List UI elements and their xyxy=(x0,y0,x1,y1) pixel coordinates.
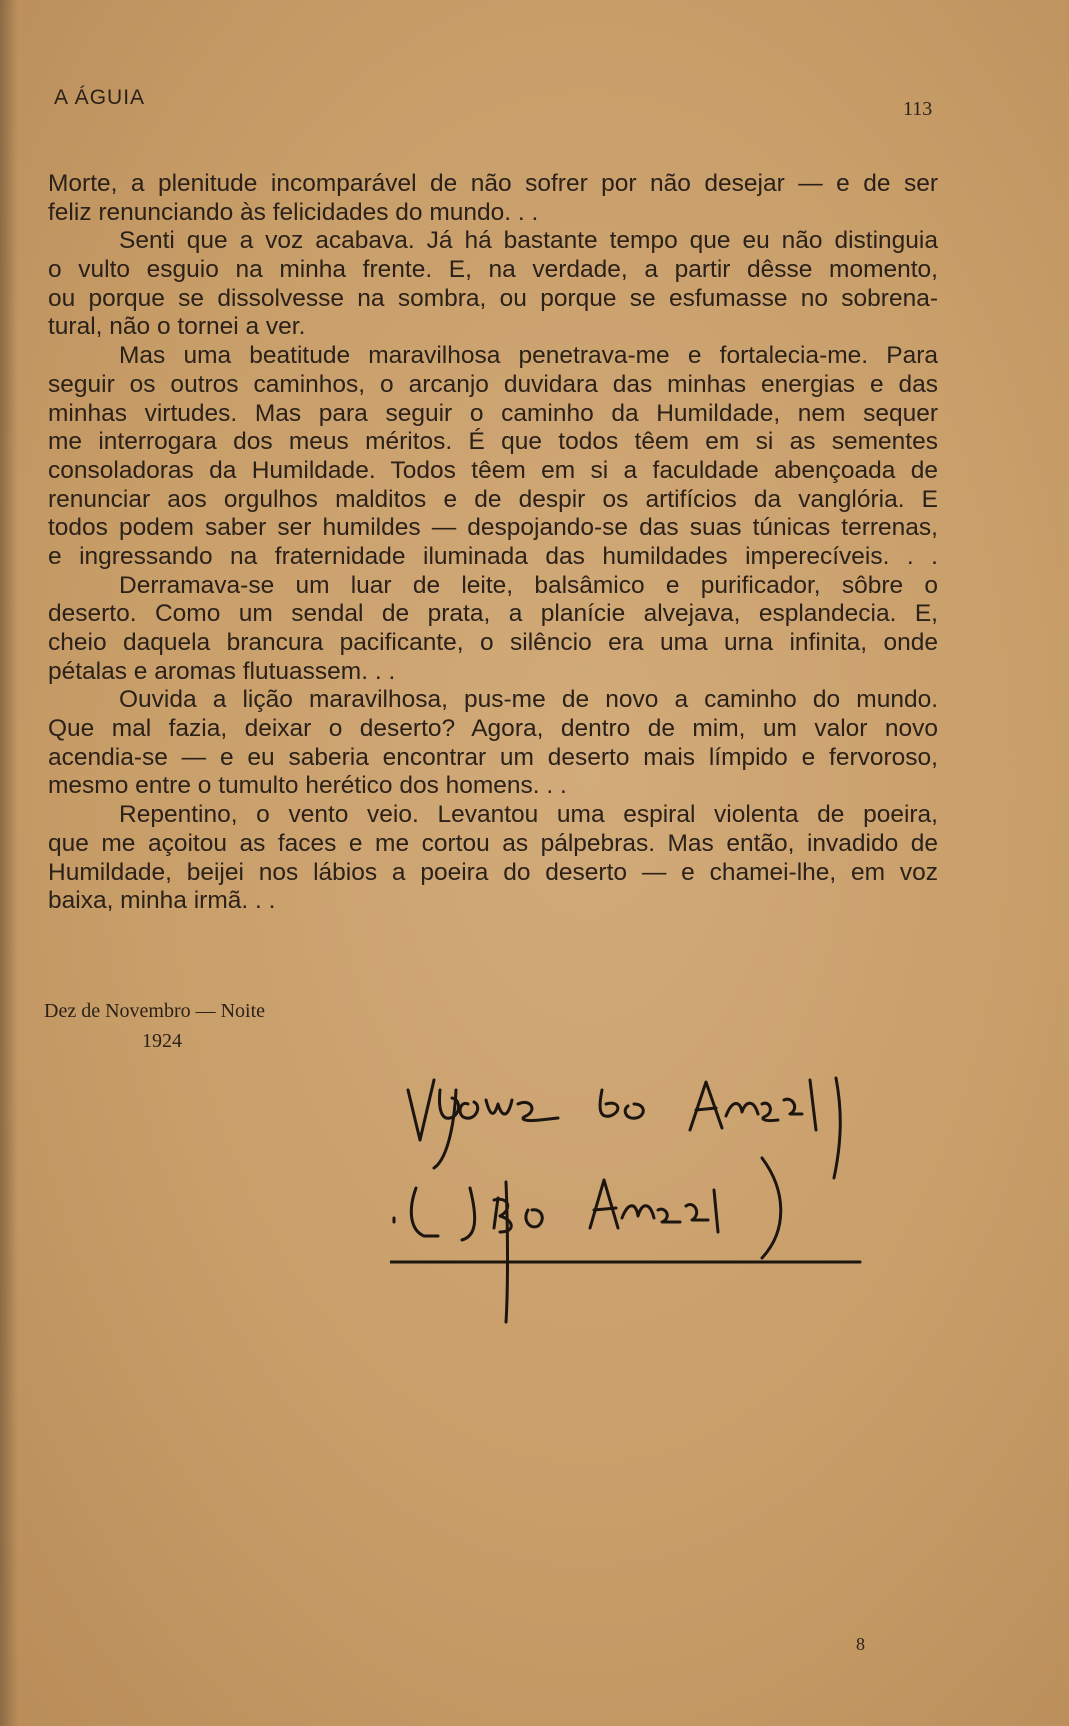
text-line: feliz renunciando às felicidades do mundo. . . xyxy=(48,198,539,226)
text-line: o vulto esguio na minha frente. E, na verdade, a partir dêsse momento, xyxy=(48,256,938,284)
text-line: Humildade, beijei nos lábios a poeira do deserto — e chamei-lhe, em voz xyxy=(48,858,938,886)
handwritten-signature xyxy=(390,1060,930,1330)
page-number: 113 xyxy=(903,98,933,120)
text-line: Que mal fazia, deixar o deserto? Agora, dentro de mim, um valor novo xyxy=(48,715,938,743)
text-line: e ingressando na fraternidade iluminada das humildades imperecíveis. . . xyxy=(48,542,938,570)
body-text xyxy=(48,170,938,916)
text-line: todos podem saber ser humildes — despojando-se das suas túnicas terrenas, xyxy=(48,514,938,542)
text-line: Morte, a plenitude incomparável de não sofrer por não desejar — e de ser xyxy=(48,170,938,197)
text-line: seguir os outros caminhos, o arcanjo duvidara das minhas energias e das xyxy=(48,370,938,398)
text-line: tural, não o tornei a ver. xyxy=(48,313,306,341)
dateline-year: 1924 xyxy=(142,1030,182,1052)
dateline xyxy=(44,996,265,1056)
text-line: mesmo entre o tumulto herético dos homens. . . xyxy=(48,772,567,800)
text-line: renunciar aos orgulhos malditos e de despir os artifícios da vanglória. E xyxy=(48,485,938,513)
text-line: Derramava-se um luar de leite, balsâmico e purificador, sôbre o xyxy=(119,571,938,599)
dateline-date: Dez de Novembro — Noite xyxy=(44,1000,266,1022)
text-line: Repentino, o vento veio. Levantou uma espiral violenta de poeira, xyxy=(119,801,938,829)
text-line: cheio daquela brancura pacificante, o silêncio era uma urna infinita, onde xyxy=(48,629,938,656)
text-line: consoladoras da Humildade. Todos têem em si a faculdade abençoada de xyxy=(48,456,938,484)
text-line: acendia-se — e eu saberia encontrar um deserto mais límpido e fervoroso, xyxy=(48,743,938,771)
text-line: Ouvida a lição maravilhosa, pus-me de novo a caminho do mundo. xyxy=(119,686,938,714)
text-line: me interrogara dos meus méritos. É que todos têem em si as sementes xyxy=(48,428,938,456)
text-line: Mas uma beatitude maravilhosa penetrava-me e fortalecia-me. Para xyxy=(119,342,938,370)
text-line: deserto. Como um sendal de prata, a planície alvejava, esplandecia. E, xyxy=(48,600,938,628)
signature-drawing xyxy=(390,1060,930,1330)
page-edge-shadow xyxy=(0,0,18,1726)
text-line: Senti que a voz acabava. Já há bastante tempo que eu não distinguia xyxy=(119,227,938,255)
running-head: A ÁGUIA xyxy=(54,86,146,109)
signature-mark: 8 xyxy=(856,1634,865,1654)
text-line: ou porque se dissolvesse na sombra, ou porque se esfumasse no sobrena- xyxy=(48,284,938,312)
text-line: baixa, minha irmã. . . xyxy=(48,887,276,915)
text-line: que me açoitou as faces e me cortou as pálpebras. Mas então, invadido de xyxy=(48,829,938,857)
text-line: pétalas e aromas flutuassem. . . xyxy=(48,657,396,685)
text-line: minhas virtudes. Mas para seguir o caminho da Humildade, nem sequer xyxy=(48,399,938,427)
